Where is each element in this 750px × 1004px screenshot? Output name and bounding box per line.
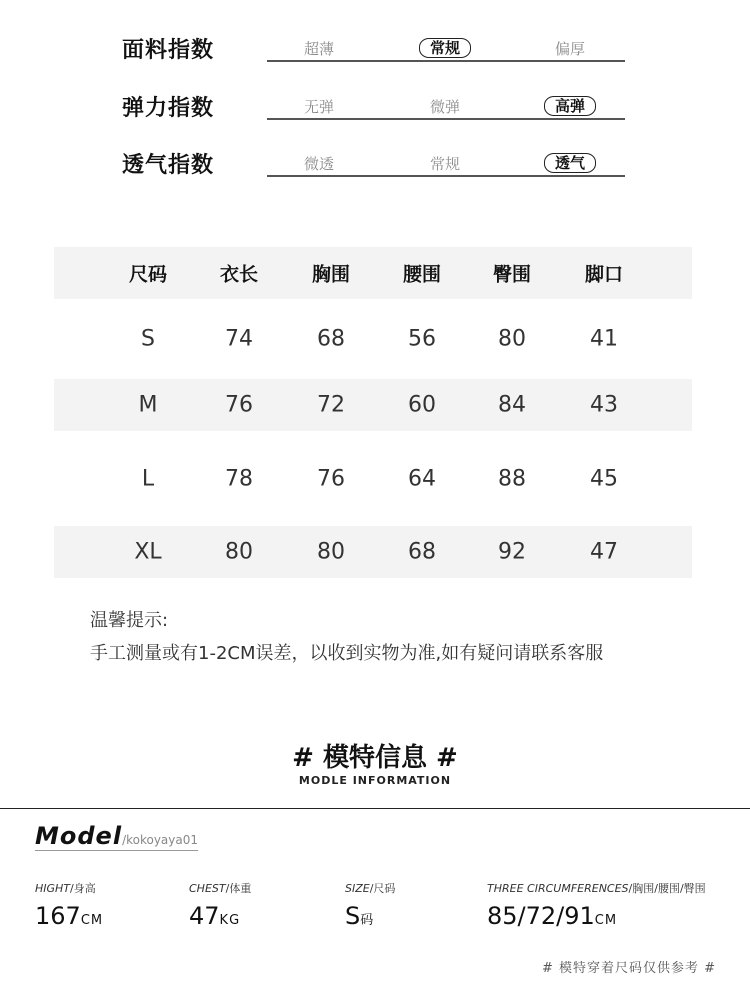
- stat-value: S码: [345, 902, 375, 930]
- table-cell: 84: [498, 392, 526, 418]
- index-option-selected: 常规: [410, 38, 480, 58]
- table-header-cell: 胸围: [311, 263, 350, 286]
- table-header-cell: 脚口: [584, 263, 623, 286]
- model-section-subtitle: MODLE INFORMATION: [298, 774, 452, 787]
- model-section-title: # 模特信息 #: [292, 743, 458, 773]
- table-cell: S: [141, 326, 155, 352]
- table-cell: 88: [498, 466, 526, 491]
- size-table: [54, 247, 692, 578]
- index-scale-line: [267, 60, 625, 62]
- stat-size: [345, 880, 395, 930]
- stat-weight: [189, 880, 251, 930]
- table-cell: XL: [134, 539, 162, 565]
- index-option: 常规: [429, 155, 460, 173]
- stat-value: 85/72/91CM: [487, 902, 618, 930]
- table-row: [54, 431, 692, 526]
- model-handle: /kokoyaya01: [122, 833, 199, 847]
- stat-height: [35, 880, 103, 930]
- table-cell: 74: [225, 326, 253, 352]
- table-cell: 80: [498, 326, 526, 352]
- table-cell: 60: [408, 392, 436, 418]
- table-cell: 80: [225, 539, 253, 565]
- tip-text: 手工测量或有1-2CM误差，以收到实物为准,如有疑问请联系客服: [90, 643, 604, 664]
- table-row: [54, 299, 692, 379]
- table-cell: 80: [317, 539, 345, 565]
- table-cell: 76: [225, 392, 253, 418]
- table-cell: 78: [225, 466, 253, 491]
- size-footnote: # 模特穿着尺码仅供参考 #: [541, 961, 716, 976]
- index-label: 透气指数: [122, 153, 215, 178]
- index-option: 无弹: [303, 98, 334, 116]
- table-cell: 72: [317, 392, 345, 418]
- index-option: 偏厚: [554, 40, 585, 58]
- index-option: 微透: [303, 155, 334, 173]
- table-cell: 56: [408, 326, 436, 352]
- stat-label: HIGHT/身高: [35, 882, 96, 895]
- table-cell: 92: [498, 539, 526, 565]
- table-cell: 47: [590, 539, 618, 565]
- index-option-selected: 高弹: [535, 96, 605, 116]
- model-word: Model: [35, 822, 123, 850]
- index-row-elasticity: [0, 87, 750, 127]
- stat-label: CHEST/体重: [189, 882, 252, 895]
- table-cell: 64: [408, 466, 436, 491]
- model-heading: [35, 822, 198, 851]
- table-row: [54, 526, 692, 578]
- table-cell: 45: [590, 466, 618, 491]
- index-label: 弹力指数: [122, 96, 215, 121]
- table-cell: M: [138, 392, 158, 418]
- index-row-breathability: [0, 144, 750, 184]
- table-cell: 43: [590, 392, 618, 418]
- table-cell: 68: [317, 326, 345, 352]
- index-scale-line: [267, 175, 625, 177]
- stat-value: 47KG: [189, 902, 241, 930]
- tip-title: 温馨提示:: [90, 610, 169, 631]
- table-cell: L: [141, 466, 155, 491]
- table-header-cell: 臀围: [492, 263, 531, 286]
- table-cell: 41: [590, 326, 618, 352]
- index-scale-line: [267, 118, 625, 120]
- index-option: 超薄: [303, 40, 334, 58]
- index-option: 微弹: [429, 98, 460, 116]
- table-cell: 68: [408, 539, 436, 565]
- section-divider: [0, 808, 750, 809]
- table-header-cell: 尺码: [128, 263, 167, 286]
- index-row-fabric: [0, 29, 750, 69]
- index-label: 面料指数: [122, 38, 215, 63]
- table-row: [54, 379, 692, 431]
- table-cell: 76: [317, 466, 345, 491]
- table-header-cell: 衣长: [219, 263, 258, 286]
- stat-measurements: [487, 880, 706, 930]
- stat-value: 167CM: [35, 902, 104, 930]
- table-header-cell: 腰围: [402, 263, 441, 286]
- table-header-row: [54, 247, 692, 299]
- stat-label: SIZE/尺码: [345, 882, 396, 895]
- stat-label: THREE CIRCUMFERENCES/胸围/腰围/臀围: [487, 882, 706, 895]
- index-option-selected: 透气: [535, 153, 605, 173]
